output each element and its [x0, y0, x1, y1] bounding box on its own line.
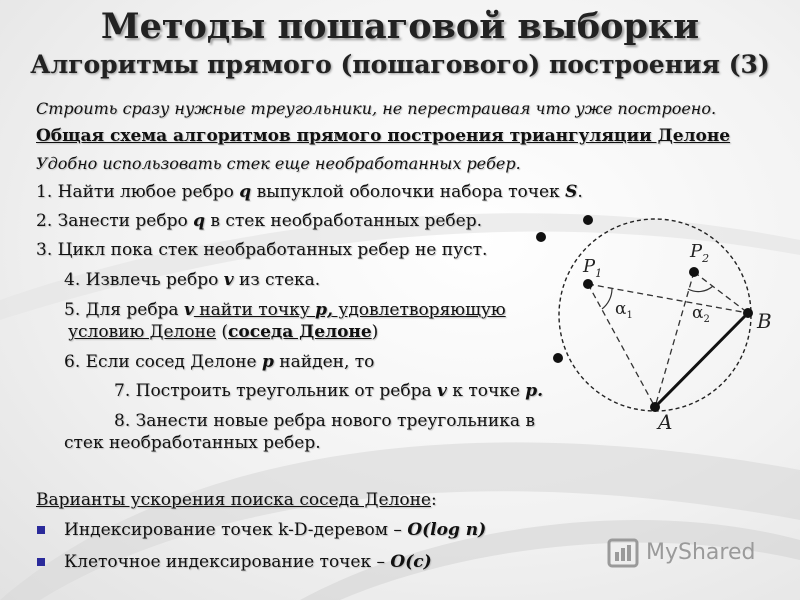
speedup-item-1-complexity: O(log n): [407, 520, 487, 540]
step-7-text-a: 7. Построить треугольник от ребра: [114, 381, 437, 401]
step-8-cont: [64, 433, 321, 453]
angle-arc-2: [688, 286, 713, 292]
step-8-text-b: стек необработанных ребер.: [64, 433, 321, 453]
slide-subtitle: Алгоритмы прямого (пошагового) построения (3): [30, 50, 770, 79]
step-4-text-a: 4. Извлечь ребро: [64, 270, 224, 290]
step-1-var-s: S: [565, 182, 578, 202]
step-5-cont: [68, 322, 378, 342]
label-alpha2: $\alpha_2$: [692, 303, 710, 325]
myshared-logo-icon: [606, 536, 642, 572]
step-5-var-v: v: [183, 300, 194, 320]
step-2: [36, 211, 482, 231]
point: [536, 232, 546, 242]
scheme-title: Общая схема алгоритмов прямого построения триангуляции Делоне: [36, 126, 731, 146]
step-5-text-c: удовлетворяющую: [332, 300, 506, 320]
step-3: [36, 240, 487, 260]
step-3-text-a: 3. Цикл пока стек необработанных ребер не пуст.: [36, 240, 488, 260]
speedup-item-1-text: Индексирование точек k-D-деревом –: [64, 520, 408, 540]
speedup-item-2-complexity: O(c): [390, 552, 432, 572]
speedup-heading: [36, 490, 437, 510]
step-5-text-e: (: [215, 322, 229, 342]
step-6-var-p: p: [262, 352, 274, 372]
bullet-icon: [37, 558, 45, 566]
step-6: [64, 352, 374, 372]
step-1-text-a: 1. Найти любое ребро: [36, 182, 240, 202]
step-1-text-b: выпуклой оболочки набора точек: [251, 182, 566, 202]
step-5-text-b: найти точку: [193, 300, 316, 320]
edge-p1-b: [588, 284, 748, 313]
point-b: [743, 308, 753, 318]
angle-arc-1: [602, 289, 612, 309]
step-2-text-b: в стек необработанных ребер.: [205, 211, 482, 231]
step-6-text-a: 6. Если сосед Делоне: [64, 352, 263, 372]
step-1-text-c: .: [577, 182, 583, 202]
stack-note: Удобно использовать стек еще необработанных ребер.: [36, 154, 521, 173]
label-alpha1: $\alpha_1$: [615, 299, 633, 321]
step-5-text-a: 5. Для ребра: [64, 300, 184, 320]
label-p2: $P_2$: [690, 241, 710, 265]
step-5-text-g: ): [371, 322, 379, 342]
intro-text: Строить сразу нужные треугольники, не перестраивая что уже построено.: [36, 99, 717, 118]
step-8: [114, 411, 535, 431]
step-1: [36, 182, 583, 202]
circumcircle: [559, 219, 751, 411]
delaunay-diagram: [520, 200, 790, 440]
step-8-text-a: 8. Занести новые ребра нового треугольника в: [114, 411, 535, 431]
bullet-icon: [37, 526, 45, 534]
step-7-text-b: к точке: [446, 381, 526, 401]
step-5: [64, 300, 506, 320]
step-4: [64, 270, 320, 290]
step-7: [114, 381, 543, 401]
point-p1: [583, 279, 593, 289]
step-5-text-d: условию Делоне: [68, 322, 216, 342]
step-6-text-b: найден, то: [273, 352, 375, 372]
myshared-logo-text: MyShared: [646, 540, 756, 565]
step-1-var-q: q: [239, 182, 252, 202]
step-5-var-p: p,: [315, 300, 333, 320]
point-p2: [689, 267, 699, 277]
point: [583, 215, 593, 225]
speedup-item-2-text: Клеточное индексирование точек –: [64, 552, 391, 572]
label-b: B: [757, 309, 772, 333]
label-a: A: [658, 410, 673, 434]
step-2-text-a: 2. Занести ребро: [36, 211, 194, 231]
speedup-item-1: [64, 520, 486, 540]
step-7-var-p: p.: [525, 381, 544, 401]
step-4-text-b: из стека.: [233, 270, 321, 290]
speedup-title: Варианты ускорения поиска соседа Делоне: [36, 490, 431, 510]
step-5-text-f: соседа Делоне: [228, 322, 372, 342]
speedup-item-2: [64, 552, 432, 572]
step-7-var-v: v: [437, 381, 447, 401]
label-p1: $P_1$: [583, 256, 603, 280]
step-2-var-q: q: [193, 211, 205, 231]
point: [553, 353, 563, 363]
step-4-var-v: v: [223, 270, 234, 290]
slide-title: Методы пошаговой выборки: [100, 6, 700, 47]
speedup-colon: :: [431, 490, 437, 510]
